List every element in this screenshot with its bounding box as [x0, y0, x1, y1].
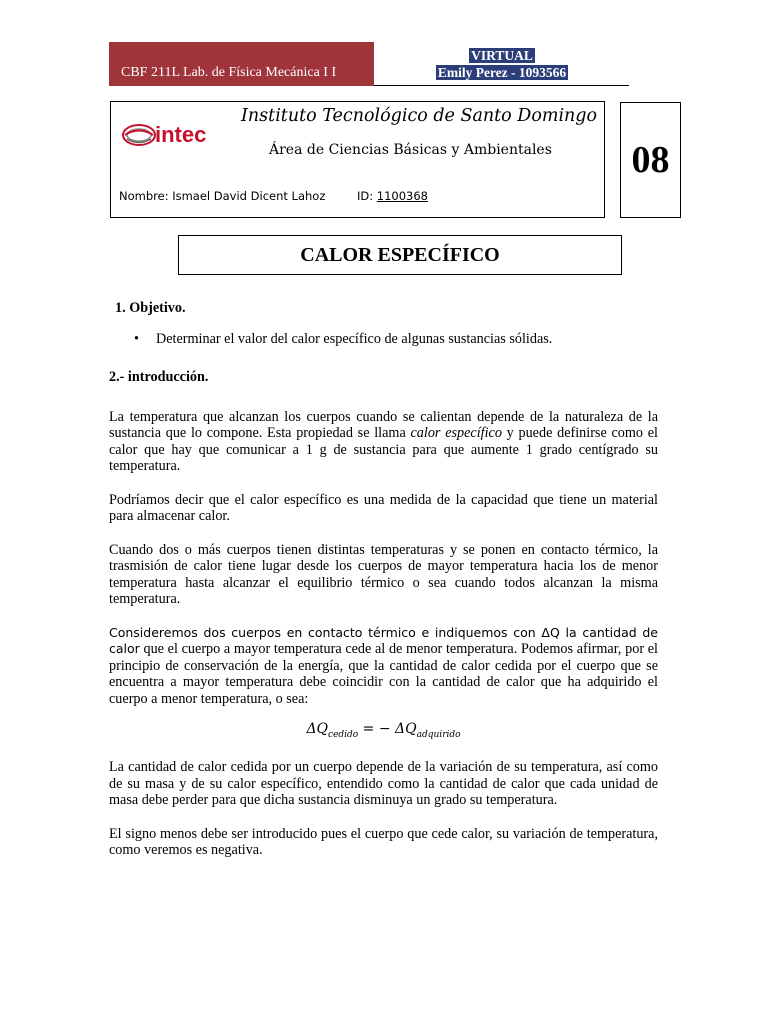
- intro-paragraph-6: El signo menos debe ser introducido pues el cuerpo que cede calor, su variación de temperatura, como veremos es negativa.: [109, 825, 658, 859]
- intro-paragraph-3: Cuando dos o más cuerpos tienen distintas temperaturas y se ponen en contacto térmico, la trasmisión de calor tiene lugar desde los cuerpos de mayor temperatura hacia los de menor temperatura hasta alcanzar el equilibrio térmico o sea cuando todos alcanzan la misma temperatura.: [109, 541, 658, 607]
- intec-logo: [119, 116, 229, 154]
- institution-area: Área de Ciencias Básicas y Ambientales: [269, 142, 552, 158]
- id-label: ID:: [357, 189, 374, 203]
- document-body: [109, 300, 658, 859]
- practice-number: 08: [620, 102, 681, 218]
- intro-paragraph-5: La cantidad de calor cedida por un cuerpo depende de la variación de su temperatura, así como de su masa y de su calor específico, entendido como la cantidad de calor que cada unidad de masa debe perder para que dicha sustancia disminuya un grado su temperatura.: [109, 759, 658, 809]
- page-title: CALOR ESPECÍFICO: [178, 235, 622, 275]
- intro-heading: 2.- introducción.: [109, 369, 209, 385]
- author-label: Emily Perez - 1093566: [437, 65, 567, 80]
- objective-bullet: • Determinar el valor del calor específico de algunas sustancias sólidas.: [134, 331, 658, 348]
- objective-heading: 1. Objetivo.: [115, 300, 186, 316]
- logo-text: intec: [155, 122, 207, 147]
- heat-balance-equation: $\Delta Q_{cedido}$ = − $\Delta Q_{adquirido}$: [306, 721, 461, 740]
- intro-paragraph-1: La temperatura que alcanzan los cuerpos cuando se calientan depende de la naturaleza de la sustancia que lo compone. Esta propiedad se llama calor específico y puede definirse como el calor que hay que comunicar a 1 g de sustancia para que aumente 1 grado centígrado su temperatura.: [109, 408, 658, 474]
- student-name: Nombre: Ismael David Dicent Lahoz: [119, 189, 326, 203]
- student-id: [357, 189, 428, 203]
- institution-name: Instituto Tecnológico de Santo Domingo: [241, 106, 598, 126]
- course-header-band: [109, 42, 374, 86]
- id-value: 1100368: [376, 189, 428, 203]
- intro-paragraph-2: Podríamos decir que el calor específico es una medida de la capacidad que tiene un material para almacenar calor.: [109, 491, 658, 524]
- author-tag: [428, 47, 576, 81]
- institution-box: [110, 101, 605, 218]
- intro-paragraph-4: Consideremos dos cuerpos en contacto térmico e indiquemos con ΔQ la cantidad de calor que el cuerpo a mayor temperatura cede al de menor temperatura. Podemos afirmar, por el principio de conservación de la energía, que la cantidad de calor cedida por el cuerpo que se encuentra a mayor temperatura debe coincidir con la cantidad de calor que ha adquirido el cuerpo a menor temperatura, o sea:: [109, 624, 658, 707]
- emphasis-term: calor específico: [410, 425, 502, 441]
- course-title: CBF 211L Lab. de Física Mecánica I I: [121, 65, 337, 80]
- header-rule: [374, 85, 629, 86]
- mode-label: VIRTUAL: [471, 48, 533, 63]
